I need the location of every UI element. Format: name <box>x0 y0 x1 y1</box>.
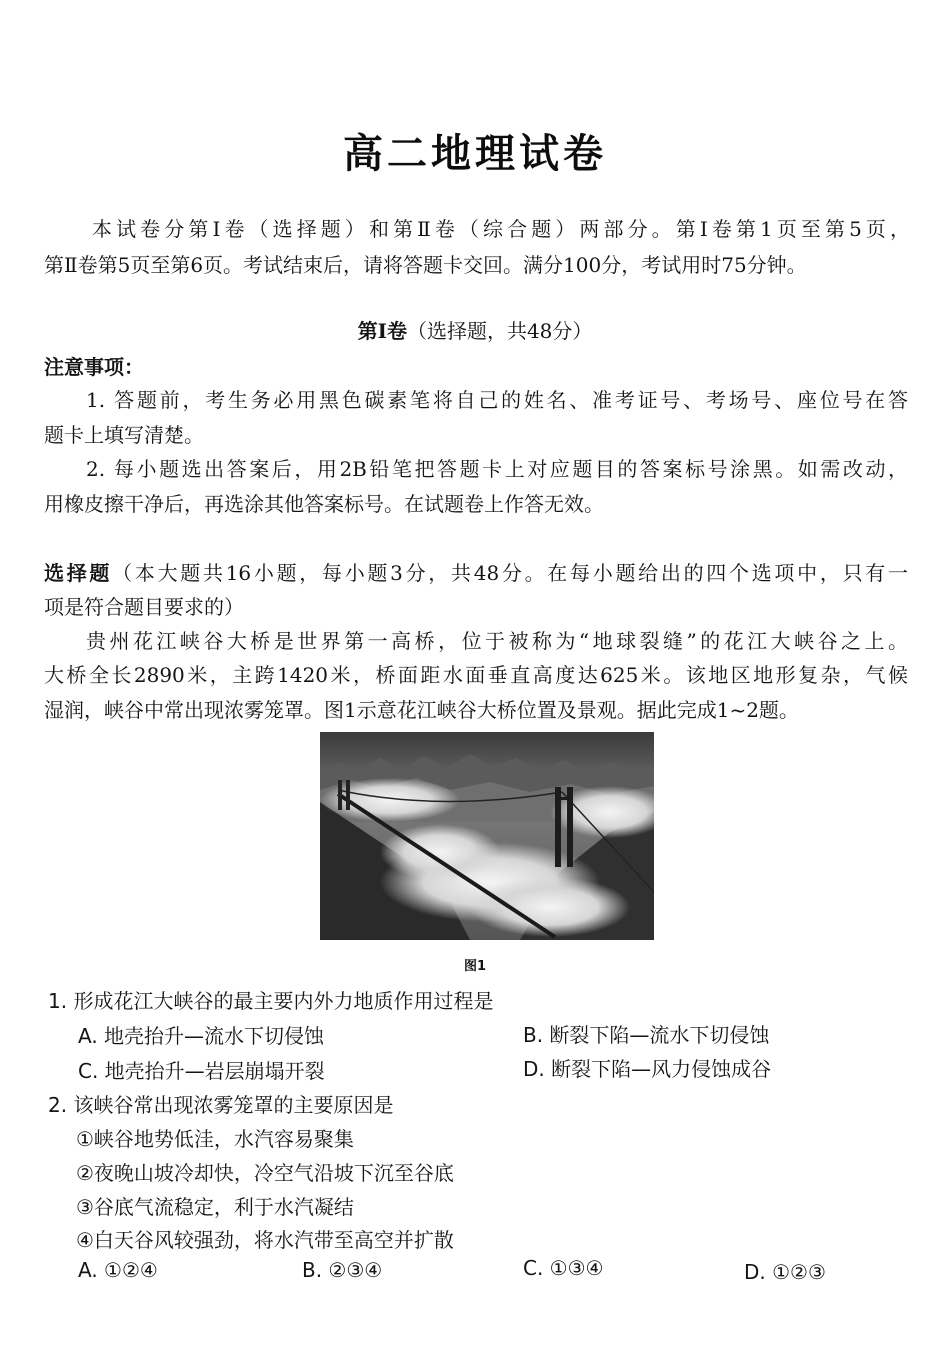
bridge-photo-illustration <box>320 732 654 940</box>
question-1-option-c: C. 地壳抬升—岩层崩塌开裂 <box>78 1059 325 1083</box>
figure-caption: 图1 <box>463 959 487 974</box>
question-2-option-c: C. ①③④ <box>523 1256 604 1280</box>
notice-item-1-line-1: 1. 答题前，考生务必用黑色碳素笔将自己的姓名、准考证号、考场号、座位号在答 <box>86 388 908 412</box>
question-2-statement-1: ①峡谷地势低洼，水汽容易聚集 <box>76 1127 354 1151</box>
choice-heading-line-1 <box>44 556 908 590</box>
choice-heading-line-2: 项是符合题目要求的） <box>44 595 244 619</box>
notice-item-2-line-2: 用橡皮擦干净后，再选涂其他答案标号。在试题卷上作答无效。 <box>44 492 604 516</box>
section-desc: （选择题，共48分） <box>406 319 593 343</box>
question-2-statement-4: ④白天谷风较强劲，将水汽带至高空并扩散 <box>76 1228 454 1252</box>
choice-label: 选择题 <box>44 561 113 585</box>
question-2-statement-3: ③谷底气流稳定，利于水汽凝结 <box>76 1195 354 1219</box>
question-2-option-a: A. ①②④ <box>78 1258 158 1282</box>
question-2-statement-2: ②夜晚山坡冷却快，冷空气沿坡下沉至谷底 <box>76 1161 454 1185</box>
choice-desc: （本大题共16小题，每小题3分，共48分。在每小题给出的四个选项中，只有一 <box>112 561 908 585</box>
question-2-option-d: D. ①②③ <box>744 1260 826 1284</box>
section-heading <box>0 314 950 348</box>
question-2-option-b: B. ②③④ <box>302 1258 383 1282</box>
question-1-option-d: D. 断裂下陷—风力侵蚀成谷 <box>523 1057 772 1081</box>
passage-line-1: 贵州花江峡谷大桥是世界第一高桥，位于被称为“地球裂缝”的花江大峡谷之上。 <box>86 629 908 653</box>
question-1-option-b: B. 断裂下陷—流水下切侵蚀 <box>523 1023 770 1047</box>
notice-item-1-line-2: 题卡上填写清楚。 <box>44 423 204 447</box>
question-1-stem: 1. 形成花江大峡谷的最主要内外力地质作用过程是 <box>48 989 494 1013</box>
page-title: 高二地理试卷 <box>343 130 607 177</box>
question-1-option-a: A. 地壳抬升—流水下切侵蚀 <box>78 1024 325 1048</box>
intro-line-2: 第Ⅱ卷第5页至第6页。考试结束后，请将答题卡交回。满分100分，考试用时75分钟。 <box>44 253 807 277</box>
notice-heading: 注意事项： <box>44 355 144 379</box>
passage-line-3: 湿润，峡谷中常出现浓雾笼罩。图1示意花江峡谷大桥位置及景观。据此完成1~2题。 <box>44 698 799 722</box>
bridge-photo <box>320 732 654 940</box>
passage-line-2: 大桥全长2890米，主跨1420米，桥面距水面垂直高度达625米。该地区地形复杂，气候 <box>44 663 908 687</box>
notice-item-2-line-1: 2. 每小题选出答案后，用2B铅笔把答题卡上对应题目的答案标号涂黑。如需改动， <box>86 457 908 481</box>
intro-line-1: 本试卷分第Ⅰ卷（选择题）和第Ⅱ卷（综合题）两部分。第Ⅰ卷第1页至第5页， <box>92 217 910 241</box>
section-label: 第Ⅰ卷 <box>357 319 407 343</box>
question-2-stem: 2. 该峡谷常出现浓雾笼罩的主要原因是 <box>48 1093 394 1117</box>
